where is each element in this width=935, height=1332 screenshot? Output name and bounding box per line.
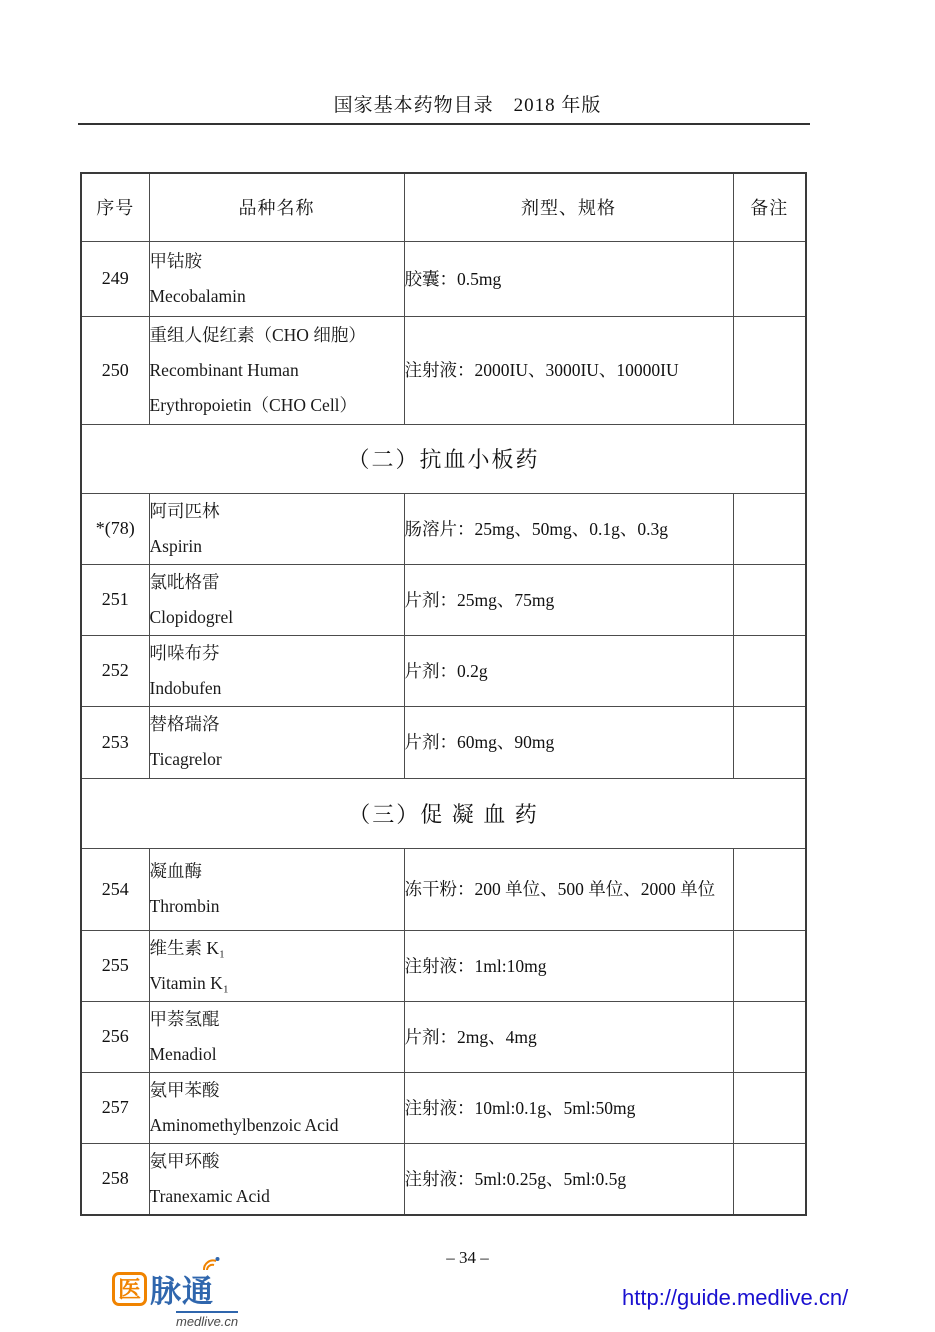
drug-name-cell (149, 564, 404, 635)
drug-name-en2: Erythropoietin（CHO Cell） (149, 394, 358, 415)
section-header: （二）抗血小板药 (81, 424, 806, 493)
col-header-note: 备注 (733, 173, 806, 241)
row-number: 255 (81, 930, 149, 1001)
drug-spec: 冻干粉：200 单位、500 单位、2000 单位 (404, 848, 733, 930)
note-cell (733, 316, 806, 424)
note-cell (733, 1072, 806, 1143)
row-number: 249 (81, 241, 149, 316)
medlive-wordmark: 脉通 (150, 1274, 214, 1309)
medlive-domain-label: medlive.cn (176, 1311, 238, 1329)
drug-name-en: Recombinant Human (149, 359, 299, 380)
note-cell (733, 706, 806, 778)
drug-spec: 注射液：1ml:10mg (404, 930, 733, 1001)
drug-spec: 片剂：0.2g (404, 635, 733, 706)
note-cell (733, 930, 806, 1001)
section-row (81, 424, 806, 493)
note-cell (733, 493, 806, 564)
drug-spec: 注射液：5ml:0.25g、5ml:0.5g (404, 1143, 733, 1215)
table-row (81, 493, 806, 564)
note-cell (733, 1001, 806, 1072)
drug-name-cell (149, 848, 404, 930)
medlive-yi-mark: 医 (112, 1272, 147, 1306)
drug-spec: 片剂：25mg、75mg (404, 564, 733, 635)
table-row (81, 706, 806, 778)
table-row (81, 1072, 806, 1143)
drug-name-en: Thrombin (149, 896, 220, 916)
drug-name-en: Mecobalamin (149, 285, 246, 306)
drug-name-cell (149, 241, 404, 316)
drug-name-cell (149, 706, 404, 778)
drug-name-zh: 替格瑞洛 (149, 714, 220, 734)
drug-name-cell (149, 1072, 404, 1143)
drug-name-cell (149, 1143, 404, 1215)
drug-name-cell (149, 635, 404, 706)
note-cell (733, 1143, 806, 1215)
drug-name-cell (149, 1001, 404, 1072)
row-number: 253 (81, 706, 149, 778)
col-header-spec: 剂型、规格 (404, 173, 733, 241)
drug-name-zh: 氨甲苯酸 (149, 1079, 220, 1100)
row-number: 252 (81, 635, 149, 706)
drug-name-zh: 凝血酶 (149, 861, 202, 881)
drug-name-cell (149, 930, 404, 1001)
row-number: 258 (81, 1143, 149, 1215)
drug-name-zh: 甲萘氢醌 (149, 1008, 220, 1029)
note-cell (733, 241, 806, 316)
drug-name-en: Menadiol (149, 1043, 217, 1064)
table-row (81, 241, 806, 316)
drug-spec: 注射液：10ml:0.1g、5ml:50mg (404, 1072, 733, 1143)
drug-name-cell (149, 493, 404, 564)
drug-spec: 肠溶片：25mg、50mg、0.1g、0.3g (404, 493, 733, 564)
drug-name-en: Indobufen (149, 677, 222, 698)
signal-arcs-icon (200, 1256, 220, 1272)
drug-name-en: Tranexamic Acid (149, 1185, 270, 1206)
note-cell (733, 848, 806, 930)
row-number: 251 (81, 564, 149, 635)
note-cell (733, 635, 806, 706)
row-number: 254 (81, 848, 149, 930)
col-header-no: 序号 (81, 173, 149, 241)
page-number: – 34 – (446, 1248, 489, 1267)
medlive-url-link[interactable]: http://guide.medlive.cn/ (622, 1285, 849, 1310)
drug-spec: 胶囊：0.5mg (404, 241, 733, 316)
table-row (81, 564, 806, 635)
header-rule (78, 123, 810, 125)
section-row (81, 778, 806, 848)
drug-spec: 片剂：2mg、4mg (404, 1001, 733, 1072)
row-number: 257 (81, 1072, 149, 1143)
drug-name-en: Vitamin K₁ (149, 972, 229, 993)
drug-name-en: Clopidogrel (149, 606, 234, 627)
drug-name-zh: 吲哚布芬 (149, 642, 220, 663)
drug-spec: 注射液：2000IU、3000IU、10000IU (404, 316, 733, 424)
drug-name-cell (149, 316, 404, 424)
table-row (81, 848, 806, 930)
drug-name-en: Aspirin (149, 535, 202, 556)
section-header: （三）促 凝 血 药 (81, 778, 806, 848)
col-header-name: 品种名称 (149, 173, 404, 241)
table-row (81, 1001, 806, 1072)
table-row (81, 930, 806, 1001)
drug-name-zh: 重组人促红素（CHO 细胞） (149, 324, 366, 345)
note-cell (733, 564, 806, 635)
table-row (81, 316, 806, 424)
row-number: 250 (81, 316, 149, 424)
drug-name-zh: 甲钴胺 (149, 250, 202, 271)
table-row (81, 635, 806, 706)
drug-name-en: Aminomethylbenzoic Acid (149, 1114, 339, 1135)
drug-name-zh: 阿司匹林 (149, 500, 220, 521)
drug-name-zh: 氨甲环酸 (149, 1150, 220, 1171)
drug-name-zh: 氯吡格雷 (149, 571, 220, 592)
drug-name-en: Ticagrelor (149, 749, 222, 769)
row-number: 256 (81, 1001, 149, 1072)
medlive-logo (112, 1266, 282, 1331)
table-header-row (81, 173, 806, 241)
drug-table (80, 172, 807, 1216)
page-title: 国家基本药物目录 2018 年版 (333, 95, 602, 116)
row-number: *(78) (81, 493, 149, 564)
drug-spec: 片剂：60mg、90mg (404, 706, 733, 778)
drug-name-zh: 维生素 K₁ (149, 937, 226, 958)
table-row (81, 1143, 806, 1215)
